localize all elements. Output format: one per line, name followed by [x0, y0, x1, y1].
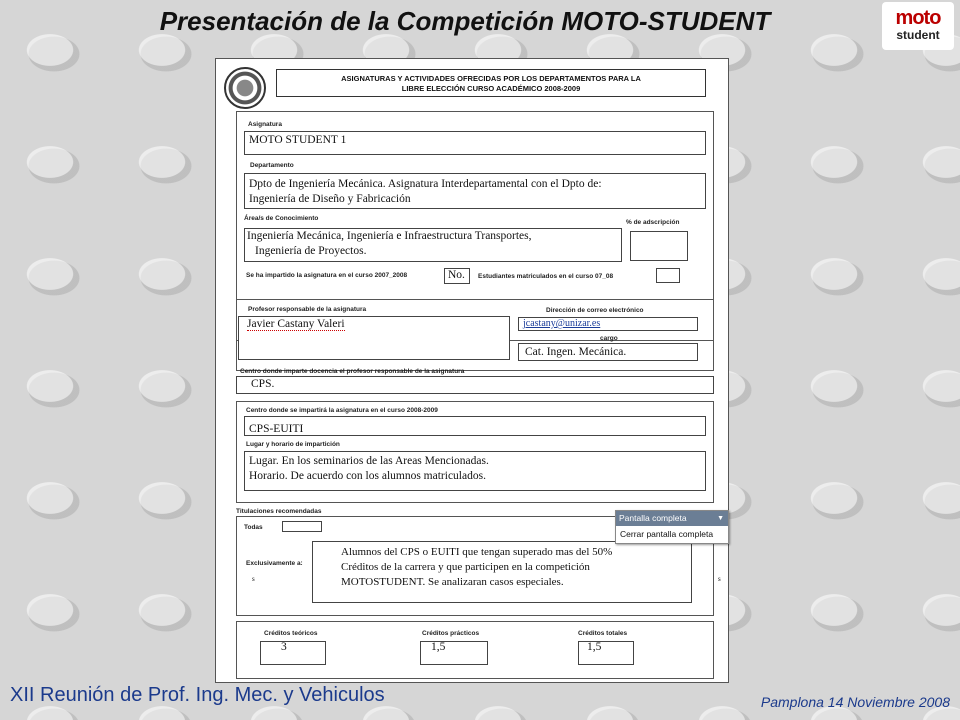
menu-item-exit-fullscreen[interactable]: Cerrar pantalla completa: [620, 529, 714, 539]
asignatura-field: [244, 131, 706, 155]
impartido-value: No.: [448, 269, 465, 281]
areas-field: [244, 228, 622, 262]
matriculados-field: [656, 268, 680, 283]
creditos-practicos-value: 1,5: [431, 641, 446, 653]
excl-line2: Créditos de la carrera y que participen en la competición: [341, 561, 590, 573]
scanned-form: [215, 58, 729, 683]
slide-title: Presentación de la Competición MOTO-STUDENT: [159, 6, 771, 36]
chevron-down-icon: ▼: [717, 515, 724, 522]
menu-item-fullscreen[interactable]: [616, 511, 728, 526]
creditos-totales-value: 1,5: [587, 641, 602, 653]
university-seal-icon: [224, 67, 266, 109]
footer-meeting: XII Reunión de Prof. Ing. Mec. y Vehiculos: [10, 684, 385, 706]
areas-label: Área/s de Conocimiento: [244, 215, 319, 222]
creditos-teoricos-value: 3: [281, 641, 287, 653]
email-label: Dirección de correo electrónico: [546, 307, 644, 314]
exclusivamente-label: Exclusivamente a:: [246, 560, 303, 567]
cargo-field: [518, 343, 698, 361]
asignatura-label: Asignatura: [248, 121, 282, 128]
exclusivamente-field: [312, 541, 692, 603]
mark-left: s: [252, 575, 255, 583]
asignatura-value: MOTO STUDENT 1: [249, 134, 347, 146]
matriculados-label: Estudiantes matriculados en el curso 07_08: [478, 273, 614, 280]
impartido-field: [444, 268, 470, 284]
titulaciones-label: Titulaciones recomendadas: [236, 508, 322, 515]
lugar-label: Lugar y horario de impartición: [246, 441, 340, 448]
cargo-value: Cat. Ingen. Mecánica.: [525, 346, 627, 358]
adscripcion-field: [630, 231, 688, 261]
todas-label: Todas: [244, 524, 263, 531]
departamento-field: [244, 173, 706, 209]
areas-line2: Ingeniería de Proyectos.: [255, 245, 367, 257]
footer-date: Pamplona 14 Noviembre 2008: [760, 694, 950, 710]
cargo-label: cargo: [600, 335, 618, 342]
departamento-label: Departamento: [250, 162, 294, 169]
email-value: jcastany@unizar.es: [523, 318, 601, 329]
departamento-line2: Ingeniería de Diseño y Fabricación: [249, 193, 411, 205]
creditos-practicos-field: [420, 641, 488, 665]
areas-line1: Ingeniería Mecánica, Ingeniería e Infraestructura Transportes,: [247, 230, 532, 242]
excl-line1: Alumnos del CPS o EUITI que tengan superado mas del 50%: [341, 546, 613, 558]
form-header: [276, 69, 706, 97]
todas-checkbox: [282, 521, 322, 532]
context-menu: [615, 510, 729, 544]
profesor-label: Profesor responsable de la asignatura: [248, 306, 367, 313]
centro-docencia-label: Centro donde imparte docencia el profesor responsable de la asignatura: [240, 368, 465, 375]
impartido-label: Se ha impartido la asignatura en el curso 2007_2008: [246, 272, 408, 279]
menu-item-fullscreen-label: Pantalla completa: [619, 513, 687, 523]
lugar-line1: Lugar. En los seminarios de las Areas Mencionadas.: [249, 455, 489, 467]
excl-line3: MOTOSTUDENT. Se analizaran casos especiales.: [341, 576, 564, 588]
logo-text-moto: moto: [895, 7, 941, 29]
email-field: [518, 317, 698, 331]
departamento-line1: Dpto de Ingeniería Mecánica. Asignatura Interdepartamental con el Dpto de:: [249, 178, 602, 190]
lugar-field: [244, 451, 706, 491]
form-header-line2: LIBRE ELECCIÓN CURSO ACADÉMICO 2008-2009: [401, 84, 581, 93]
adscripcion-label: % de adscripción: [626, 219, 680, 226]
creditos-totales-field: [578, 641, 634, 665]
moto-student-logo: [882, 2, 954, 50]
lugar-line2: Horario. De acuerdo con los alumnos matriculados.: [249, 470, 486, 482]
mark-right: s: [718, 575, 721, 583]
creditos-teoricos-field: [260, 641, 326, 665]
centro-imparte-value: CPS-EUITI: [249, 423, 304, 435]
form-header-line1: ASIGNATURAS Y ACTIVIDADES OFRECIDAS POR LOS DEPARTAMENTOS PARA LA: [341, 74, 641, 83]
centro-docencia-value: CPS.: [251, 378, 275, 390]
profesor-value: Javier Castany Valeri: [247, 318, 345, 330]
creditos-practicos-label: Créditos prácticos: [422, 630, 480, 637]
centro-docencia-field: [236, 376, 714, 394]
centro-imparte-field: [244, 416, 706, 436]
logo-text-student: student: [896, 28, 940, 42]
centro-imparte-label: Centro donde se impartirá la asignatura en el curso 2008-2009: [246, 407, 438, 414]
profesor-field: [238, 316, 510, 360]
creditos-teoricos-label: Créditos teóricos: [264, 630, 318, 637]
creditos-totales-label: Créditos totales: [578, 630, 628, 637]
